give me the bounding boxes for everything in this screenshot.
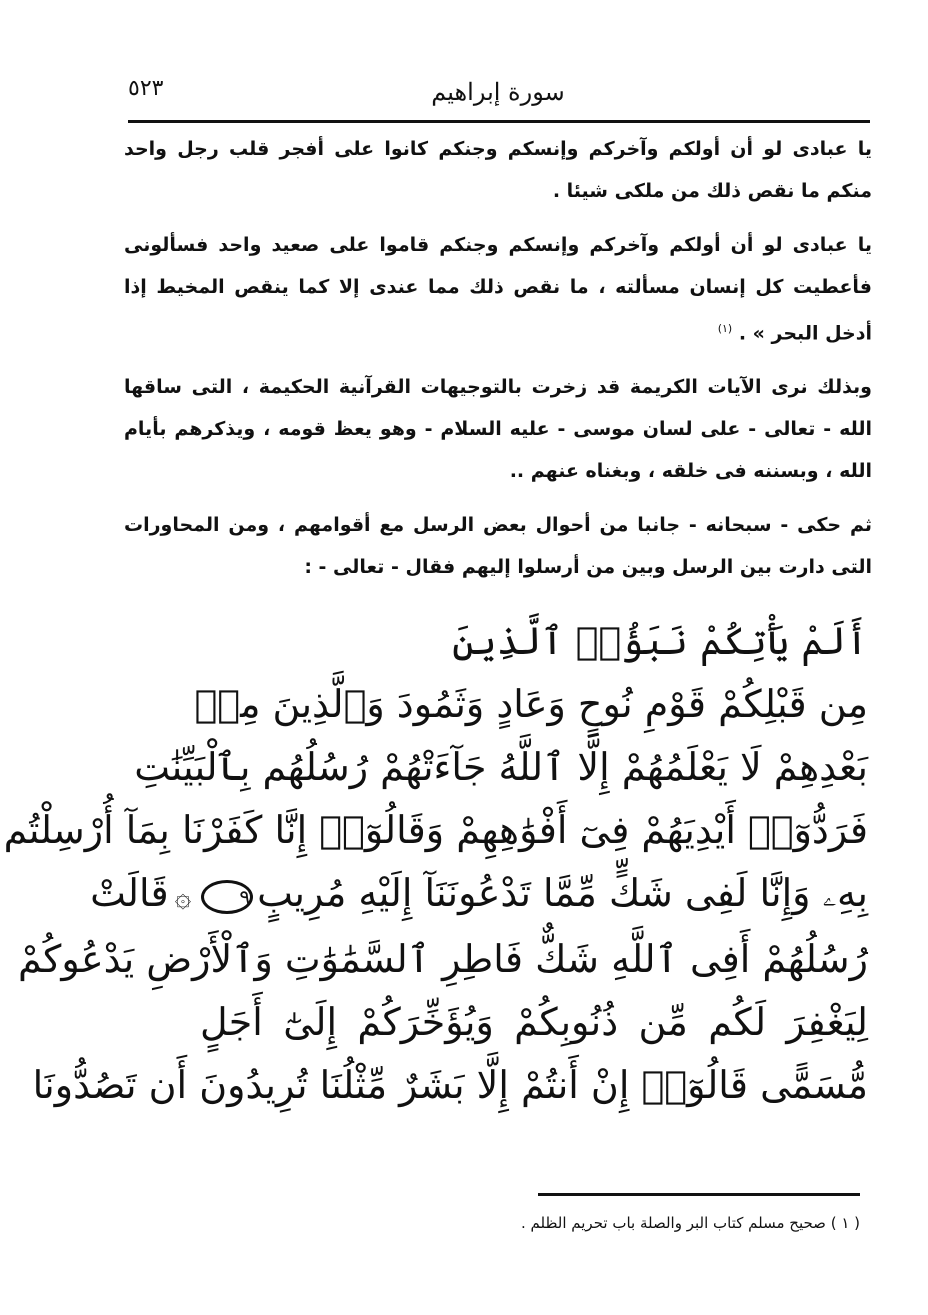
quran-line-3: بَعْدِهِمْ لَا يَعْلَمُهُمْ إِلَّا ٱللَّهُ جَآءَتْهُمْ رُسُلُهُم بِٱلْبَيِّنَٰتِ [134, 745, 868, 789]
surah-title: سورة إبراهيم [431, 78, 565, 106]
quran-line-8: مُّسَمًّى قَالُوٓا۟ إِنْ أَنتُمْ إِلَّا بَشَرٌ مِّثْلُنَا تُرِيدُونَ أَن تَصُدُّونَا [32, 1063, 868, 1107]
page-header [128, 70, 868, 120]
commentary-text [124, 128, 872, 588]
footnote-divider [538, 1193, 860, 1196]
quran-line-4: فَرَدُّوٓا۟ أَيْدِيَهُمْ فِىٓ أَفْوَٰهِهِمْ وَقَالُوٓا۟ إِنَّا كَفَرْنَا بِمَآ أُرْسِلْتُم [3, 808, 868, 852]
paragraph-1: يا عبادى لو أن أولكم وآخركم وإنسكم وجنكم كانوا على أفجر قلب رجل واحد منكم ما نقص ذلك من ملكى شيئا . [124, 138, 872, 202]
quran-line-1: أَلَمْ يَأْتِكُمْ نَبَؤُا۟ ٱلَّذِينَ [452, 619, 868, 663]
paragraph-4: ثم حكى - سبحانه - جانبا من أحوال بعض الرسل مع أقوامهم ، ومن المحاورات التى دارت بين الرسل وبين من أرسلوا إليهم فقال - تعالى - : [124, 514, 872, 579]
paragraph-3: وبذلك نرى الآيات الكريمة قد زخرت بالتوجيهات القرآنية الحكيمة ، التى ساقها الله - تعالى - على لسان موسى - عليه السلام - وهو يعظ قومه ، ويذكرهم بأيام الله ، وبسننه فى خلقه ، وبغناه عنهم .. [124, 376, 872, 483]
quran-line-5-part-b: قَالَتْ [90, 871, 169, 915]
quran-line-7: لِيَغْفِرَ لَكُم مِّن ذُنُوبِكُمْ وَيُؤَخِّرَكُمْ إِلَىٰٓ أَجَلٍ [200, 1000, 868, 1044]
rub-el-hizb-icon: ۞ [174, 880, 192, 913]
footnote-reference: (١) [717, 322, 733, 335]
quran-line-5 [90, 862, 868, 928]
quran-line-2: مِن قَبْلِكُمْ قَوْمِ نُوحٍ وَعَادٍ وَثَمُودَ وَٱلَّذِينَ مِنۢ [194, 682, 868, 726]
quran-line-6: رُسُلُهُمْ أَفِى ٱللَّهِ شَكٌّ فَاطِرِ ٱلسَّمَٰوَٰتِ وَٱلْأَرْضِ يَدْعُوكُمْ [17, 937, 868, 981]
paragraph-2-text: يا عبادى لو أن أولكم وآخركم وإنسكم وجنكم قاموا على صعيد واحد فسألونى فأعطيت كل إنسان مسألته ، ما نقص ذلك مما عندى إلا كما ينقص المخيط إذا أدخل البحر » . [124, 234, 872, 345]
quran-verses [3, 610, 868, 1117]
paragraph-2 [124, 224, 872, 354]
page-number: ٥٢٣ [128, 76, 164, 101]
quran-line-5-part-a: بِهِۦ وَإِنَّا لَفِى شَكٍّ مِّمَّا تَدْعُونَنَآ إِلَيْهِ مُرِيبٍ [257, 871, 868, 915]
header-divider [128, 120, 870, 123]
ayah-end-marker: ٩ [201, 880, 253, 914]
footnote: ( ١ ) صحيح مسلم كتاب البر والصلة باب تحريم الظلم . [520, 1214, 860, 1232]
